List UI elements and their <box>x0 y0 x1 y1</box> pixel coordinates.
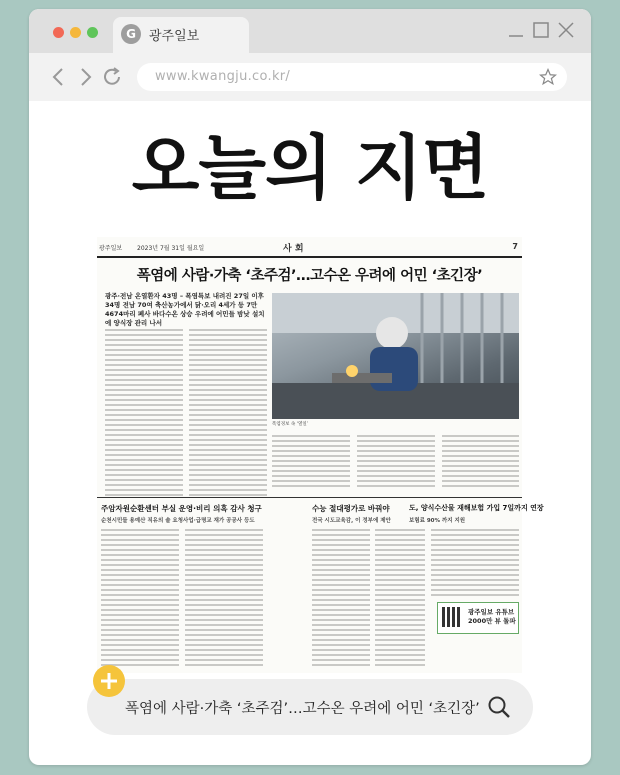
photo-caption: 폭염경보 속 ‘열일’ <box>272 422 309 427</box>
masthead-name: 광주일보 <box>99 245 123 252</box>
youtube-ad-box <box>437 602 519 634</box>
article-text-column <box>357 435 435 490</box>
minimize-window-dot[interactable] <box>70 27 81 38</box>
article-text-column <box>312 529 370 669</box>
address-bar[interactable] <box>137 63 567 91</box>
minimize-icon[interactable] <box>507 21 525 39</box>
close-window-dot[interactable] <box>53 27 64 38</box>
browser-tab[interactable] <box>113 17 249 53</box>
worker-photo-illustration <box>272 293 519 419</box>
section-name: 사 회 <box>283 244 304 254</box>
search-bar[interactable] <box>87 679 533 735</box>
plus-icon <box>93 665 125 697</box>
article-text-column <box>185 529 263 669</box>
newspaper-page-image[interactable] <box>97 237 544 673</box>
ad-line-1: 광주일보 유튜브 <box>468 608 515 616</box>
article-subtitle: 전국 시도교육감, 이 정부에 제안 <box>312 518 391 524</box>
article-subtitle: 순천시민들 용예산 직유의 솔 요청사업·급명교 재가 공공사 등도 <box>101 518 255 524</box>
plus-button[interactable] <box>93 665 125 697</box>
article-text-column <box>442 435 519 490</box>
reload-icon[interactable] <box>103 66 123 88</box>
search-query-text: 폭염에 사람·가축 ‘초주검’…고수온 우려에 어민 ‘초긴장’ <box>125 701 480 717</box>
browser-toolbar <box>29 53 591 101</box>
forward-arrow-icon[interactable] <box>75 66 95 88</box>
newspaper-masthead <box>97 241 522 253</box>
page-title: 오늘의 지면 <box>131 127 489 209</box>
article-title: 수능 절대평가로 바꿔야 <box>312 504 390 513</box>
article-text-column <box>101 529 179 669</box>
news-photo <box>272 293 519 419</box>
newspaper-subhead: 광주·전남 온열환자 43명 – 폭염특보 내려진 27일 이후 34명 전남 70여 축산농가에서 닭·오리 4세가 등 7만4674마리 폐사 바다수온 상승 우려에 어민들 밤낮 설치에 양식장 관리 나서 <box>105 292 265 327</box>
search-icon[interactable] <box>487 695 511 719</box>
newspaper-headline: 폭염에 사람·가축 ‘초주검’…고수온 우려에 어민 ‘초긴장’ <box>136 268 483 284</box>
title-bar <box>29 9 591 53</box>
article-text-column <box>189 329 267 499</box>
back-arrow-icon[interactable] <box>49 66 69 88</box>
masthead-date: 2023년 7월 31일 월요일 <box>137 245 205 252</box>
maximize-icon[interactable] <box>532 21 550 39</box>
article-text-column <box>272 435 350 490</box>
article-text-column <box>431 529 519 599</box>
zoom-window-dot[interactable] <box>87 27 98 38</box>
article-text-column <box>375 529 425 669</box>
section-divider <box>97 497 522 498</box>
bookmark-star-icon[interactable] <box>539 68 557 86</box>
page-number: 7 <box>512 242 518 251</box>
favicon-icon: G <box>121 24 141 44</box>
ad-line-2: 2000만 뷰 돌파 <box>468 617 516 625</box>
qr-code-icon <box>442 607 462 627</box>
browser-window <box>29 9 591 765</box>
masthead-rule <box>97 256 522 258</box>
tab-title: 광주일보 <box>149 29 200 44</box>
article-title: 주암자원순환센터 부실 운영·비리 의혹 감사 청구 <box>101 504 262 513</box>
article-subtitle: 보험료 90% 까지 지원 <box>409 518 466 524</box>
ad-text <box>468 608 516 626</box>
article-text-column <box>105 329 183 499</box>
close-icon[interactable] <box>557 21 575 39</box>
article-title: 도, 양식수산물 재해보험 가입 7일까지 연장 <box>409 504 544 512</box>
url-text: www.kwangju.co.kr/ <box>155 69 291 84</box>
